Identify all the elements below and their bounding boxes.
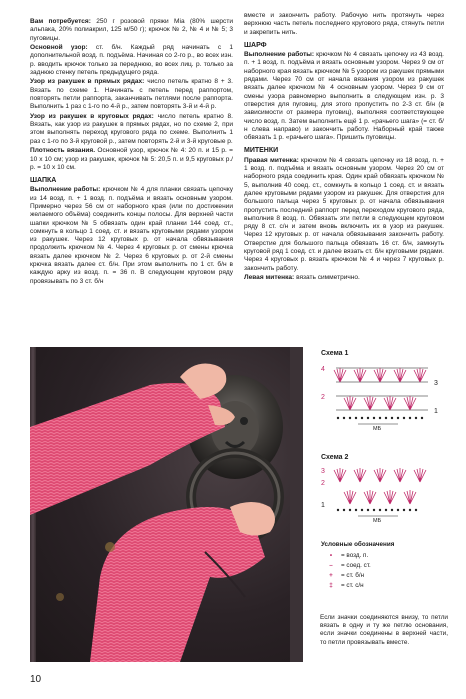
basic-pattern-paragraph: Основной узор: ст. б/н. Каждый ряд начинать с 1 дополнительной возд. п. подъёма. Начиная со 2-го р., во всех изн. р. вводить крючок только за переднюю, во всех лиц. р. только за заднюю стенку петель предыдущего ряда. — [30, 44, 233, 76]
door-panel — [290, 347, 303, 662]
legend-note: Если значки соединяются внизу, то петли вязать в одну и ту же петлю основания, если значки соединены в верхней части, то петли провязывать вместе. — [320, 614, 448, 646]
left-column — [30, 18, 233, 287]
scheme2-chain — [337, 509, 417, 511]
straight-rows-paragraph: Узор из ракушек в прямых рядах: число петель кратно 8 + 3. Вязать по схеме 1. Начинать с петель перед раппортом, повторять петли раппорта, заканчивать петлями после раппорта. Выполнить 1 раз с 1-го по 4-й р., затем повторять 3-й и 4-й р. — [30, 78, 234, 111]
right-column — [244, 12, 444, 284]
left-mitten-paragraph: Левая митенка: вязать симметрично. — [244, 274, 360, 282]
page-number: 10 — [30, 674, 42, 685]
scheme2-row-3: 3 — [321, 468, 325, 475]
hat-paragraph: Выполнение работы: крючком № 4 для планки связать цепочку из 14 возд. п. + 1 возд. п. подъёма и вязать основным узором. Примерно через 56 см от наборного края (или по достижении желаемого объёма) соединить концы полосы. Для верхней части шапки крючком № 5 обвязать один край планки 144 соед. ст., сомкнуть в кольцо 1 соед. ст. и вязать круговыми рядами узором из ракушек. Через 12 круговых р. от начала обвязывания продолжить крючком № 4. Через 4 круговых р. от смены крючка вязать далее крючком № 2. Через 6 круговых р. от 2-й смены крючка вязать далее ст. б/н. При этом выполнить по 1 ст. б/н в каждую арку из возд. п. = 36 п. В следующем круговом ряду провязывать по 3 ст. б/н — [30, 186, 233, 285]
scheme2-title: Схема 2 — [321, 454, 349, 461]
legend — [321, 541, 451, 591]
scheme2-row-1: 1 — [321, 502, 325, 509]
photo-illustration — [30, 347, 303, 662]
legend-title: Условные обозначения — [321, 541, 395, 548]
scheme1-diagram — [318, 360, 448, 430]
hat-end-paragraph: вместе и закончить работу. Рабочую нить протянуть через верхнюю часть петель последнего кругового ряда, стянуть петли и закрепить нить. — [244, 12, 444, 36]
slip-stitch-icon: – — [329, 562, 333, 570]
hat-heading: ШАПКА — [30, 177, 57, 185]
scheme1-row-1: 1 — [434, 408, 438, 415]
scheme2-row-2: 2 — [321, 480, 325, 487]
mittens-photo — [30, 347, 303, 662]
scheme1-title: Схема 1 — [321, 350, 349, 357]
legend-item: • = возд. п. — [321, 551, 451, 561]
scheme1-shells — [334, 368, 426, 410]
single-crochet-icon: + — [329, 572, 333, 580]
scheme1-row-3: 3 — [434, 380, 438, 387]
gauge-paragraph: Плотность вязания. Основной узор, крючок № 4: 20 п. и 15 р. = 10 х 10 см; узор из ракушек, крючок № 5: 20,5 п. и 9,5 круговых р./р. = 10 х 10 см. — [30, 147, 233, 171]
round-rows-paragraph: Узор из ракушек в круговых рядах: число петель кратно 8. Вязать, как узор из ракушек в прямых рядах, но по схеме 2, при этом выполнять переход кругового ряда по схеме. Выполнить 1 раз с 1-го по 3-й круговой р., затем повторять 2-й и 3-й круговые р. — [30, 112, 233, 145]
lower-mitten — [90, 502, 275, 662]
scheme1-rapport: МБ — [373, 426, 382, 430]
scarf-paragraph: Выполнение работы: крючком № 4 связать цепочку из 43 возд. п. + 1 возд. п. подъёма и вязать основным узором. Через 9 см от наборного края вязать крючком № 5 узором из ракушек прямыми рядами. Через 70 см от начала вязания узором из ракушек вязать далее крючком № 4 основным узором. Через 9 см от смены узора равномерно выполнить в следующем изн. р. 3 отверстия для пуговиц, для этого пропустить по 2-3 ст. б/н (в зависимости от размера пуговиц), выполняя соответствующее число возд. п. Затем выполнить ещё 1 р. «рачьего шага» (= ст. б/н слева направо) и закончить работу. Наборный край также обвязать 1 р. «рачьего шага». Пришить пуговицы. — [244, 51, 444, 142]
scheme1-chain — [337, 417, 423, 419]
mittens-heading: МИТЕНКИ — [244, 147, 279, 155]
legend-item: + = ст. б/н — [321, 571, 451, 581]
scarf-heading: ШАРФ — [244, 41, 267, 49]
right-mitten-paragraph: Правая митенка: крючком № 4 связать цепочку из 18 возд. п. + 1 возд. п. подъёма и вязать основным узором. Через 20 см от наборного ряда соединить края. Один край обвязать крючком № 5, выполнив 40 соед. ст., сомкнуть в кольцо 1 соед. ст. и вязать далее круговыми рядами узором из ракушек. Для отверстия для большого пальца через 5 круговых р. от начала обвязывания пропустить последний раппорт перед переходом кругового ряда, выполнив 8 возд. п. Обвязать эти петли в следующем круговом ряду 8 ст. с/н и затем вновь включить их в узор из ракушек. Через 12 круговых р. от начала обвязывания закончить работу. Отверстие для большого пальца обвязать 16 ст. б/н, замкнуть круговой ряд 1 соед. ст. и далее вязать ст. б/н круговыми рядами. Через 4 круговых р. вязать крючком № 4 и через 7 круговых р. закончить работу. — [244, 156, 444, 272]
scheme1-row-4: 4 — [321, 366, 325, 373]
scheme1-row-2: 2 — [321, 394, 325, 401]
chain-stitch-icon: • — [329, 552, 333, 560]
legend-item: – = соед. ст. — [321, 561, 451, 571]
scheme2-rapport: МБ — [373, 518, 382, 524]
materials-paragraph: Вам потребуется: 250 г розовой пряжи Mia (80% шерсти альпака, 20% полиакрил, 125 м/50 г); крючок № 2, № 4 и № 5; 3 пуговицы. — [30, 18, 233, 42]
double-crochet-icon: ‡ — [329, 582, 333, 590]
scheme2-diagram — [318, 464, 448, 524]
scheme2-shells — [334, 468, 426, 504]
legend-item: ‡ = ст. с/н — [321, 581, 451, 591]
